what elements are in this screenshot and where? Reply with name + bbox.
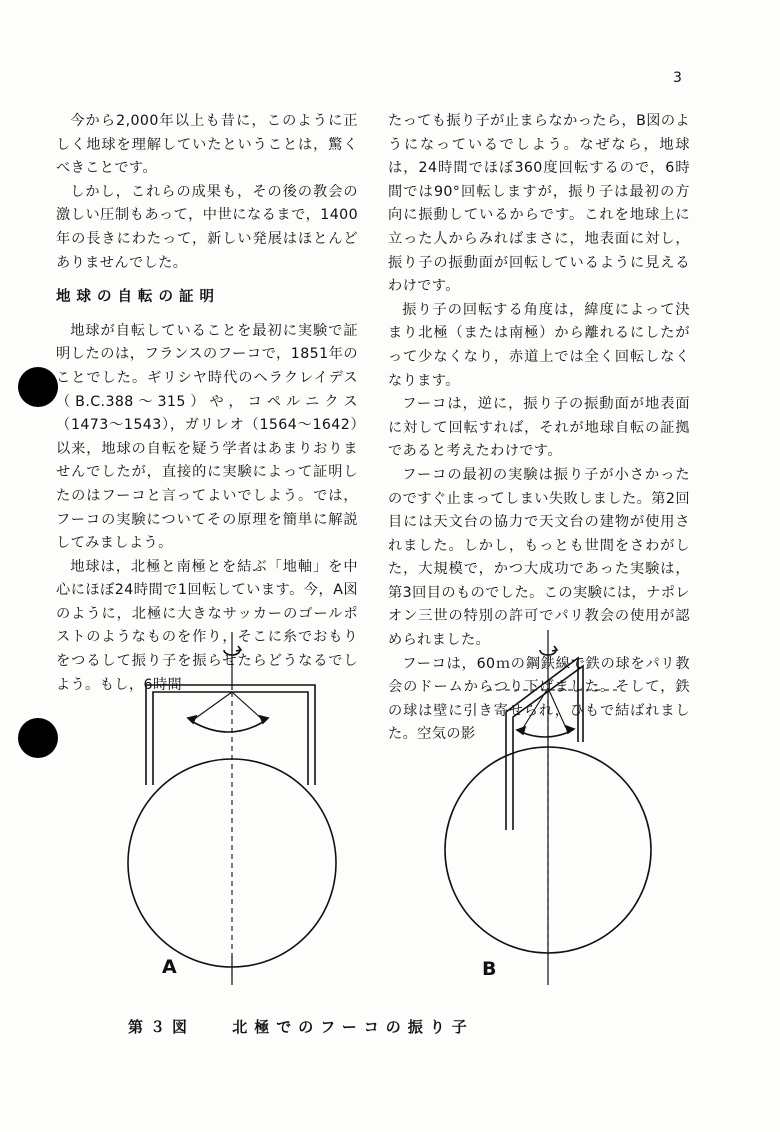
- right-paragraph-3: フーコは，逆に，振り子の振動面が地表面に対して回転すれば，それが地球自転の証拠であると考えたわけです。: [388, 396, 690, 460]
- swing-arc-b: [521, 732, 569, 737]
- page-number: 3: [673, 70, 682, 86]
- right-paragraph-5: フーコは，60ｍの鋼鉄線で鉄の球をパリ教会のドームからつり下げました。そして，鉄の球は壁に引き寄せられ，ひもで結ばれました。空気の影: [388, 655, 690, 743]
- right-paragraph-1: たっても振り子が止まらなかったら，B図のようになっているでしよう。なぜなら，地球は，24時間でほぼ360度回転するので，6時間では90°回転しますが，振り子は最初の方向に振動しているからです。これを地球上に立った人からみればまさに，地表面に対し，振り子の振動面が回転しているように見えるわけです。: [388, 113, 690, 295]
- right-paragraph-4: フーコの最初の実験は振り子が小さかったのですぐ止まってしまい失敗しました。第2回目には天文台の協力で天文台の建物が使用されました。しかし，もっとも世間をさわがした，大規模で，かつ大成功であった実験は，第3回目のものでした。この実験には，ナポレオン三世の特別の許可でパリ教会の使用が認められました。: [388, 466, 690, 649]
- figure-label-a: A: [162, 956, 177, 978]
- goal-post-a: [146, 685, 315, 785]
- caption-number: 第３図: [128, 1018, 195, 1036]
- swing-arc-a: [193, 722, 263, 732]
- figure-a: [128, 632, 336, 985]
- goal-post-b: [506, 658, 578, 830]
- section-heading: 地球の自転の証明: [56, 289, 220, 306]
- caption-title: 北極でのフーコの振り子: [232, 1018, 474, 1036]
- left-paragraph-3: 地球が自転していることを最初に実験で証明したのは，フランスのフーコで，1851年のことでした。ギリシヤ時代のヘラクレイデス（B.C.388〜315）や，コペルニクス（1473〜1543），ガリレオ（1564〜1642）以来，地球の自転を疑う学者はあまりおりませんでしたが，直接的に実験によって証明したのはフーコと言ってよいでしよう。では，フーコの実験についてその原理を簡単に解説してみましよう。: [56, 322, 358, 552]
- left-paragraph-2: しかし，これらの成果も，その後の教会の激しい圧制もあって，中世になるまで，1400年の長きにわたって，新しい発展はほとんどありませんでした。: [56, 183, 358, 271]
- figure-caption: [128, 1016, 474, 1037]
- left-paragraph-1: 今から2,000年以上も昔に，このように正しく地球を理解していたということは，驚くべきことです。: [56, 113, 358, 177]
- left-paragraph-4: 地球は，北極と南極とを結ぶ「地軸」を中心にほぼ24時間で1回転しています。今，A図のように，北極に大きなサッカーのゴールポストのようなものを作り，そこに糸でおもりをつるして振り子を振らせたらどうなるでしよう。もし，6時間: [56, 558, 358, 693]
- figure-b: [445, 630, 651, 985]
- figure-label-b: B: [482, 958, 497, 980]
- right-paragraph-2: 振り子の回転する角度は，緯度によって決まり北極（または南極）から離れるにしたがって少なくなり，赤道上では全く回転しなくなります。: [388, 301, 690, 389]
